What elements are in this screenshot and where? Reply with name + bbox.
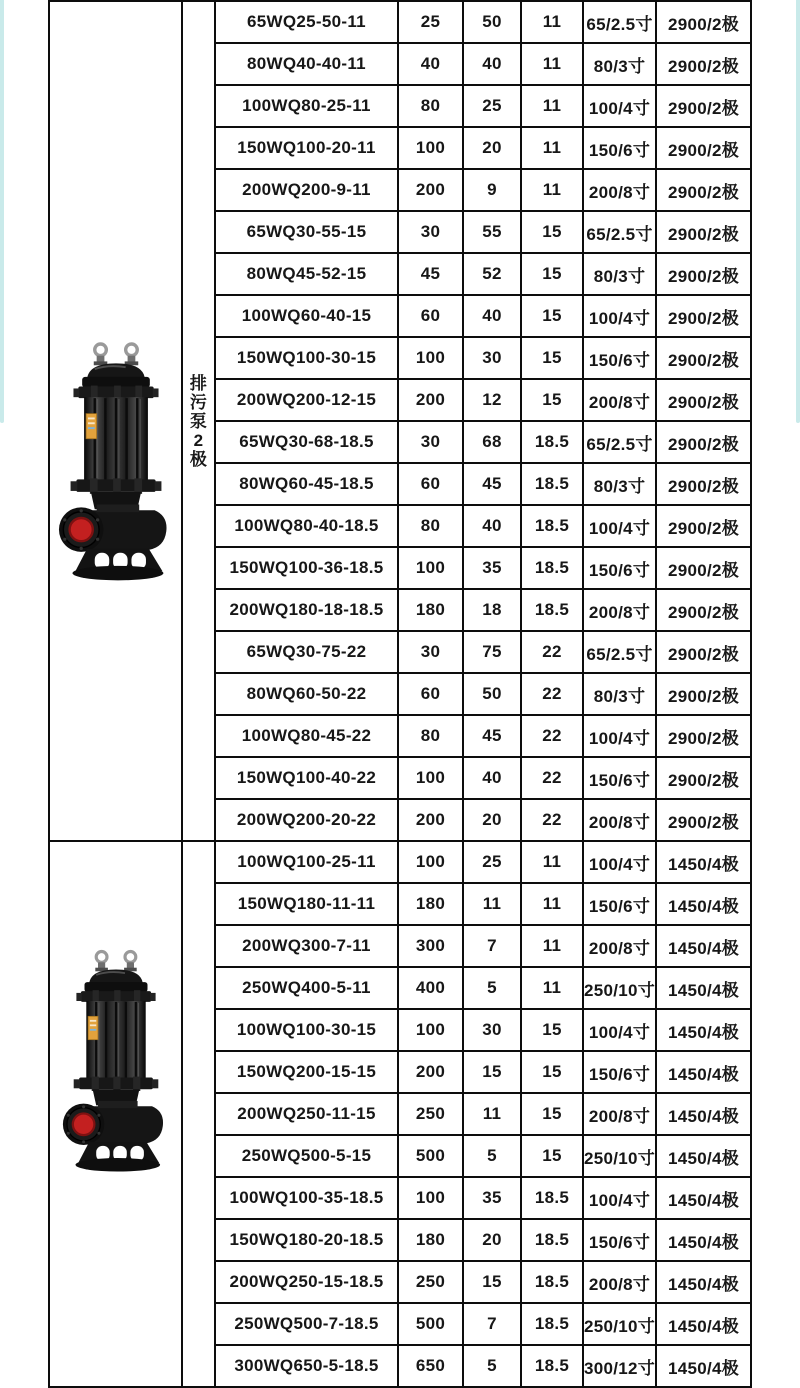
speed-cell: 1450/4极 [656, 1303, 751, 1345]
outlet-cell: 100/4寸 [583, 1177, 656, 1219]
power-cell: 11 [521, 127, 583, 169]
speed-cell: 1450/4极 [656, 1261, 751, 1303]
head-cell: 68 [463, 421, 521, 463]
outlet-cell: 250/10寸 [583, 1303, 656, 1345]
model-cell: 100WQ80-45-22 [215, 715, 398, 757]
power-cell: 11 [521, 841, 583, 883]
flow-cell: 650 [398, 1345, 463, 1387]
speed-cell: 2900/2极 [656, 715, 751, 757]
outlet-cell: 150/6寸 [583, 1051, 656, 1093]
model-cell: 65WQ30-55-15 [215, 211, 398, 253]
flow-cell: 200 [398, 169, 463, 211]
model-cell: 150WQ200-15-15 [215, 1051, 398, 1093]
head-cell: 40 [463, 43, 521, 85]
flow-cell: 100 [398, 1177, 463, 1219]
outlet-cell: 100/4寸 [583, 841, 656, 883]
power-cell: 15 [521, 1009, 583, 1051]
speed-cell: 2900/2极 [656, 127, 751, 169]
speed-cell: 1450/4极 [656, 1345, 751, 1387]
speed-cell: 2900/2极 [656, 547, 751, 589]
speed-cell: 2900/2极 [656, 757, 751, 799]
model-cell: 200WQ300-7-11 [215, 925, 398, 967]
outlet-cell: 200/8寸 [583, 925, 656, 967]
flow-cell: 80 [398, 85, 463, 127]
model-cell: 200WQ200-12-15 [215, 379, 398, 421]
pump-nameplate [86, 414, 97, 439]
power-cell: 15 [521, 1051, 583, 1093]
flow-cell: 250 [398, 1261, 463, 1303]
flow-cell: 25 [398, 1, 463, 43]
speed-cell: 2900/2极 [656, 673, 751, 715]
pump-spec-table [48, 0, 752, 1388]
table-row [49, 1, 751, 43]
head-cell: 30 [463, 1009, 521, 1051]
power-cell: 15 [521, 1135, 583, 1177]
model-cell: 150WQ100-30-15 [215, 337, 398, 379]
outlet-cell: 150/6寸 [583, 757, 656, 799]
power-cell: 22 [521, 673, 583, 715]
head-cell: 50 [463, 1, 521, 43]
head-cell: 15 [463, 1261, 521, 1303]
lifting-eye-icon [95, 951, 136, 971]
power-cell: 18.5 [521, 1219, 583, 1261]
outlet-cell: 150/6寸 [583, 127, 656, 169]
speed-cell: 2900/2极 [656, 169, 751, 211]
flow-cell: 60 [398, 463, 463, 505]
flow-cell: 100 [398, 841, 463, 883]
head-cell: 5 [463, 1135, 521, 1177]
flow-cell: 80 [398, 505, 463, 547]
flow-cell: 300 [398, 925, 463, 967]
model-cell: 65WQ25-50-11 [215, 1, 398, 43]
head-cell: 9 [463, 169, 521, 211]
head-cell: 40 [463, 295, 521, 337]
submersible-sewage-pump [50, 1001, 181, 1228]
model-cell: 150WQ180-11-11 [215, 883, 398, 925]
power-cell: 18.5 [521, 505, 583, 547]
head-cell: 18 [463, 589, 521, 631]
model-cell: 100WQ100-30-15 [215, 1009, 398, 1051]
outlet-cell: 65/2.5寸 [583, 211, 656, 253]
model-cell: 200WQ250-15-18.5 [215, 1261, 398, 1303]
speed-cell: 2900/2极 [656, 463, 751, 505]
head-cell: 11 [463, 883, 521, 925]
flow-cell: 60 [398, 295, 463, 337]
flow-cell: 200 [398, 1051, 463, 1093]
speed-cell: 1450/4极 [656, 883, 751, 925]
power-cell: 18.5 [521, 547, 583, 589]
lifting-eye-icon [93, 344, 137, 365]
model-cell: 100WQ80-40-18.5 [215, 505, 398, 547]
power-cell: 18.5 [521, 1261, 583, 1303]
submersible-sewage-pump [50, 299, 181, 543]
head-cell: 20 [463, 799, 521, 841]
model-cell: 100WQ100-25-11 [215, 841, 398, 883]
head-cell: 45 [463, 463, 521, 505]
outlet-cell: 80/3寸 [583, 43, 656, 85]
speed-cell: 2900/2极 [656, 253, 751, 295]
model-cell: 200WQ200-20-22 [215, 799, 398, 841]
head-cell: 45 [463, 715, 521, 757]
pump-image-cell [49, 841, 182, 1387]
flow-cell: 500 [398, 1303, 463, 1345]
model-cell: 250WQ500-7-18.5 [215, 1303, 398, 1345]
outlet-cell: 100/4寸 [583, 1009, 656, 1051]
speed-cell: 1450/4极 [656, 1051, 751, 1093]
outlet-cell: 200/8寸 [583, 1093, 656, 1135]
head-cell: 40 [463, 505, 521, 547]
speed-cell: 1450/4极 [656, 967, 751, 1009]
speed-cell: 1450/4极 [656, 1135, 751, 1177]
model-cell: 100WQ60-40-15 [215, 295, 398, 337]
discharge-flange [58, 507, 102, 551]
flow-cell: 100 [398, 1009, 463, 1051]
speed-cell: 2900/2极 [656, 799, 751, 841]
power-cell: 22 [521, 799, 583, 841]
speed-cell: 2900/2极 [656, 631, 751, 673]
outlet-cell: 100/4寸 [583, 715, 656, 757]
outlet-cell: 100/4寸 [583, 295, 656, 337]
head-cell: 20 [463, 1219, 521, 1261]
outlet-cell: 65/2.5寸 [583, 631, 656, 673]
outlet-cell: 80/3寸 [583, 463, 656, 505]
power-cell: 15 [521, 211, 583, 253]
power-cell: 22 [521, 757, 583, 799]
speed-cell: 2900/2极 [656, 337, 751, 379]
power-cell: 11 [521, 925, 583, 967]
outlet-cell: 150/6寸 [583, 883, 656, 925]
flow-cell: 80 [398, 715, 463, 757]
speed-cell: 2900/2极 [656, 1, 751, 43]
flow-cell: 30 [398, 631, 463, 673]
power-cell: 15 [521, 295, 583, 337]
outlet-cell: 200/8寸 [583, 379, 656, 421]
speed-cell: 2900/2极 [656, 505, 751, 547]
flow-cell: 100 [398, 757, 463, 799]
model-cell: 200WQ180-18-18.5 [215, 589, 398, 631]
flow-cell: 180 [398, 589, 463, 631]
power-cell: 15 [521, 379, 583, 421]
power-cell: 15 [521, 253, 583, 295]
model-cell: 80WQ60-50-22 [215, 673, 398, 715]
flow-cell: 200 [398, 799, 463, 841]
section-label-cell [182, 1, 215, 841]
outlet-cell: 150/6寸 [583, 337, 656, 379]
model-cell: 150WQ100-40-22 [215, 757, 398, 799]
flow-cell: 45 [398, 253, 463, 295]
power-cell: 11 [521, 967, 583, 1009]
model-cell: 80WQ45-52-15 [215, 253, 398, 295]
head-cell: 7 [463, 1303, 521, 1345]
power-cell: 15 [521, 337, 583, 379]
speed-cell: 1450/4极 [656, 841, 751, 883]
power-cell: 15 [521, 1093, 583, 1135]
outlet-cell: 150/6寸 [583, 547, 656, 589]
submersible-pump-illustration [58, 338, 174, 582]
power-cell: 18.5 [521, 1345, 583, 1387]
page-edge-strip-right [796, 0, 800, 423]
speed-cell: 1450/4极 [656, 1009, 751, 1051]
speed-cell: 2900/2极 [656, 85, 751, 127]
model-cell: 300WQ650-5-18.5 [215, 1345, 398, 1387]
head-cell: 25 [463, 841, 521, 883]
head-cell: 52 [463, 253, 521, 295]
outlet-cell: 80/3寸 [583, 673, 656, 715]
head-cell: 15 [463, 1051, 521, 1093]
outlet-cell: 100/4寸 [583, 505, 656, 547]
power-cell: 22 [521, 715, 583, 757]
outlet-cell: 80/3寸 [583, 253, 656, 295]
power-cell: 18.5 [521, 1303, 583, 1345]
power-cell: 11 [521, 85, 583, 127]
power-cell: 18.5 [521, 463, 583, 505]
outlet-cell: 65/2.5寸 [583, 1, 656, 43]
flow-cell: 200 [398, 379, 463, 421]
outlet-cell: 200/8寸 [583, 589, 656, 631]
model-cell: 80WQ60-45-18.5 [215, 463, 398, 505]
pump-image-cell [49, 1, 182, 841]
flow-cell: 250 [398, 1093, 463, 1135]
head-cell: 40 [463, 757, 521, 799]
model-cell: 150WQ180-20-18.5 [215, 1219, 398, 1261]
model-cell: 100WQ100-35-18.5 [215, 1177, 398, 1219]
head-cell: 5 [463, 967, 521, 1009]
power-cell: 11 [521, 43, 583, 85]
model-cell: 65WQ30-75-22 [215, 631, 398, 673]
speed-cell: 2900/2极 [656, 589, 751, 631]
outlet-cell: 200/8寸 [583, 1261, 656, 1303]
power-cell: 11 [521, 169, 583, 211]
head-cell: 12 [463, 379, 521, 421]
head-cell: 55 [463, 211, 521, 253]
speed-cell: 1450/4极 [656, 1177, 751, 1219]
flow-cell: 100 [398, 337, 463, 379]
head-cell: 20 [463, 127, 521, 169]
power-cell: 22 [521, 631, 583, 673]
power-cell: 11 [521, 883, 583, 925]
pump-nameplate [88, 1016, 98, 1039]
outlet-cell: 200/8寸 [583, 169, 656, 211]
head-cell: 30 [463, 337, 521, 379]
discharge-flange [62, 1103, 103, 1144]
flow-cell: 500 [398, 1135, 463, 1177]
speed-cell: 1450/4极 [656, 925, 751, 967]
table-row [49, 841, 751, 883]
model-cell: 150WQ100-20-11 [215, 127, 398, 169]
model-cell: 250WQ500-5-15 [215, 1135, 398, 1177]
flow-cell: 180 [398, 883, 463, 925]
flow-cell: 400 [398, 967, 463, 1009]
head-cell: 35 [463, 547, 521, 589]
section-label-vertical: 排 污 泵 2 极 [189, 373, 208, 469]
model-cell: 65WQ30-68-18.5 [215, 421, 398, 463]
speed-cell: 1450/4极 [656, 1219, 751, 1261]
outlet-cell: 250/10寸 [583, 967, 656, 1009]
section-label-cell [182, 841, 215, 1387]
flow-cell: 40 [398, 43, 463, 85]
model-cell: 100WQ80-25-11 [215, 85, 398, 127]
outlet-cell: 150/6寸 [583, 1219, 656, 1261]
power-cell: 11 [521, 1, 583, 43]
head-cell: 11 [463, 1093, 521, 1135]
outlet-cell: 65/2.5寸 [583, 421, 656, 463]
model-cell: 200WQ250-11-15 [215, 1093, 398, 1135]
flow-cell: 30 [398, 421, 463, 463]
head-cell: 5 [463, 1345, 521, 1387]
model-cell: 250WQ400-5-11 [215, 967, 398, 1009]
speed-cell: 2900/2极 [656, 295, 751, 337]
head-cell: 25 [463, 85, 521, 127]
model-cell: 200WQ200-9-11 [215, 169, 398, 211]
speed-cell: 2900/2极 [656, 43, 751, 85]
outlet-cell: 250/10寸 [583, 1135, 656, 1177]
speed-cell: 2900/2极 [656, 379, 751, 421]
speed-cell: 2900/2极 [656, 421, 751, 463]
model-cell: 150WQ100-36-18.5 [215, 547, 398, 589]
submersible-pump-illustration [62, 946, 170, 1173]
speed-cell: 1450/4极 [656, 1093, 751, 1135]
head-cell: 7 [463, 925, 521, 967]
flow-cell: 60 [398, 673, 463, 715]
head-cell: 35 [463, 1177, 521, 1219]
page-edge-strip-left [0, 0, 4, 423]
model-cell: 80WQ40-40-11 [215, 43, 398, 85]
flow-cell: 100 [398, 547, 463, 589]
power-cell: 18.5 [521, 1177, 583, 1219]
outlet-cell: 200/8寸 [583, 799, 656, 841]
outlet-cell: 300/12寸 [583, 1345, 656, 1387]
head-cell: 50 [463, 673, 521, 715]
flow-cell: 180 [398, 1219, 463, 1261]
speed-cell: 2900/2极 [656, 211, 751, 253]
head-cell: 75 [463, 631, 521, 673]
flow-cell: 30 [398, 211, 463, 253]
power-cell: 18.5 [521, 421, 583, 463]
outlet-cell: 100/4寸 [583, 85, 656, 127]
flow-cell: 100 [398, 127, 463, 169]
power-cell: 18.5 [521, 589, 583, 631]
